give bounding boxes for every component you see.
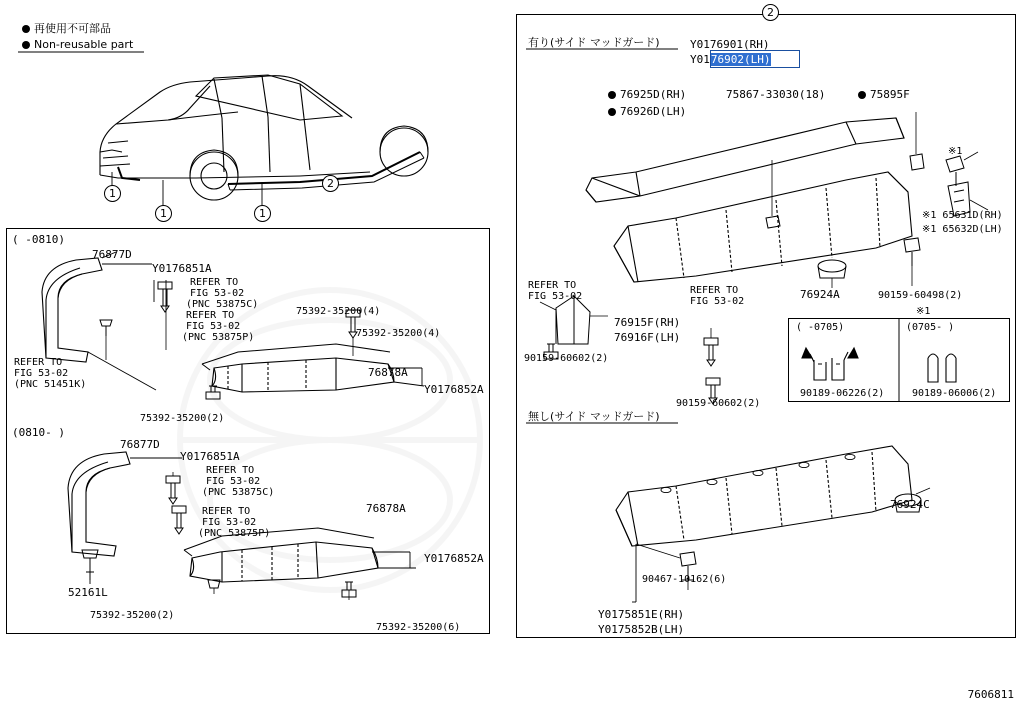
- part-76878a-b: 76878A: [366, 502, 406, 515]
- part-90159-60602b: 90159-60602(2): [676, 398, 761, 409]
- part-y0176852a-b: Y0176852A: [424, 552, 484, 565]
- callout-2-rocker: 2: [322, 175, 339, 192]
- part-76924a: 76924A: [800, 288, 840, 301]
- bullet-icon: [608, 91, 616, 99]
- part-y0175852b: Y0175852B(LH): [598, 623, 685, 636]
- part-65631d: ※1 65631D(RH): [922, 210, 1003, 221]
- part-52161l: 52161L: [68, 586, 108, 599]
- bullet-icon: [608, 108, 616, 116]
- note-mark-1a: ※1: [948, 146, 963, 157]
- variant-col1-header: ( -0705): [796, 322, 845, 333]
- refer-fig-1: FIG 53-02: [190, 288, 245, 299]
- part-75392-35200-6: 75392-35200(6): [376, 622, 461, 633]
- part-y0176852a: Y0176852A: [424, 383, 484, 396]
- with-mudguard-title: 有り(サイド マッドガード): [528, 36, 660, 49]
- variant-col2-header: (0705- ): [906, 322, 955, 333]
- refer-fig-1b: FIG 53-02: [206, 476, 261, 487]
- refer-pnc-1b: (PNC 53875C): [202, 487, 275, 498]
- part-75867-33030: 75867-33030(18): [726, 88, 826, 101]
- part-90467-10162: 90467-10162(6): [642, 574, 727, 585]
- refer-fig-3: FIG 53-02: [14, 368, 69, 379]
- refer-to-r2: REFER TO: [690, 285, 739, 296]
- diagram-code: 7606811: [967, 688, 1014, 701]
- part-76915f: 76915F(RH): [614, 316, 681, 329]
- legend-label-en: Non-reusable part: [34, 38, 134, 51]
- note-mark-1b: ※1: [916, 306, 931, 317]
- refer-fig-2: FIG 53-02: [186, 321, 241, 332]
- part-76877d: 76877D: [92, 248, 132, 261]
- part-lh-highlighted[interactable]: 76902(LH): [710, 53, 771, 66]
- part-75392-35200-4a: 75392-35200(4): [296, 306, 381, 317]
- part-90159-60602a: 90159-60602(2): [524, 353, 609, 364]
- bullet-icon: [858, 91, 866, 99]
- part-90159-60498: 90159-60498(2): [878, 290, 963, 301]
- part-lh-prefix: Y01: [690, 53, 710, 66]
- refer-fig-r1: FIG 53-02: [528, 291, 583, 302]
- part-75392-35200-2a: 75392-35200(2): [140, 413, 225, 424]
- refer-fig-2b: FIG 53-02: [202, 517, 257, 528]
- refer-pnc-3: (PNC 51451K): [14, 379, 87, 390]
- with-mudguard-underline: [526, 34, 1024, 50]
- section-a-range: ( -0810): [12, 233, 65, 246]
- without-mudguard-underline: [526, 408, 726, 424]
- part-75895f: 75895F: [858, 88, 910, 101]
- callout-1-front: 1: [104, 185, 121, 202]
- rocker-panel-no-mudguard-illustration: [516, 424, 1016, 624]
- part-76925d: 76925D(RH): [608, 88, 686, 101]
- part-y0175851e: Y0175851E(RH): [598, 608, 685, 621]
- refer-to-1b: REFER TO: [206, 465, 255, 476]
- rocker-panel-illustration: [516, 60, 1016, 350]
- refer-pnc-1: (PNC 53875C): [186, 299, 259, 310]
- part-65632d: ※1 65632D(LH): [922, 224, 1003, 235]
- part-76878a: 76878A: [368, 366, 408, 379]
- refer-to-2: REFER TO: [186, 310, 235, 321]
- part-y0176851a: Y0176851A: [152, 262, 212, 275]
- part-y0176901-rh: Y0176901(RH): [690, 38, 770, 51]
- part-76926d: 76926D(LH): [608, 105, 686, 118]
- refer-pnc-2: (PNC 53875P): [182, 332, 255, 343]
- refer-to-r1: REFER TO: [528, 280, 577, 291]
- part-76916f: 76916F(LH): [614, 331, 681, 344]
- part-75392-35200-2b: 75392-35200(2): [90, 610, 175, 621]
- refer-fig-r2: FIG 53-02: [690, 296, 745, 307]
- refer-to-2b: REFER TO: [202, 506, 251, 517]
- part-75392-35200-4b: 75392-35200(4): [356, 328, 441, 339]
- callout-1-rocker: 1: [254, 205, 271, 222]
- vehicle-illustration: [0, 0, 500, 215]
- refer-to-3: REFER TO: [14, 357, 63, 368]
- part-76924c: 76924C: [890, 498, 930, 511]
- callout-2-header: 2: [762, 4, 779, 21]
- variant-col1-value: 90189-06226(2): [800, 388, 885, 399]
- variant-col2-value: 90189-06006(2): [912, 388, 997, 399]
- without-mudguard-title: 無し(サイド マッドガード): [528, 410, 660, 423]
- legend-label-jp: 再使用不可部品: [34, 22, 111, 35]
- refer-pnc-2b: (PNC 53875P): [198, 528, 271, 539]
- part-y0176851a-b: Y0176851A: [180, 450, 240, 463]
- refer-to-1: REFER TO: [190, 277, 239, 288]
- callout-1-lower: 1: [155, 205, 172, 222]
- section-b-range: (0810- ): [12, 426, 65, 439]
- part-76877d-b: 76877D: [120, 438, 160, 451]
